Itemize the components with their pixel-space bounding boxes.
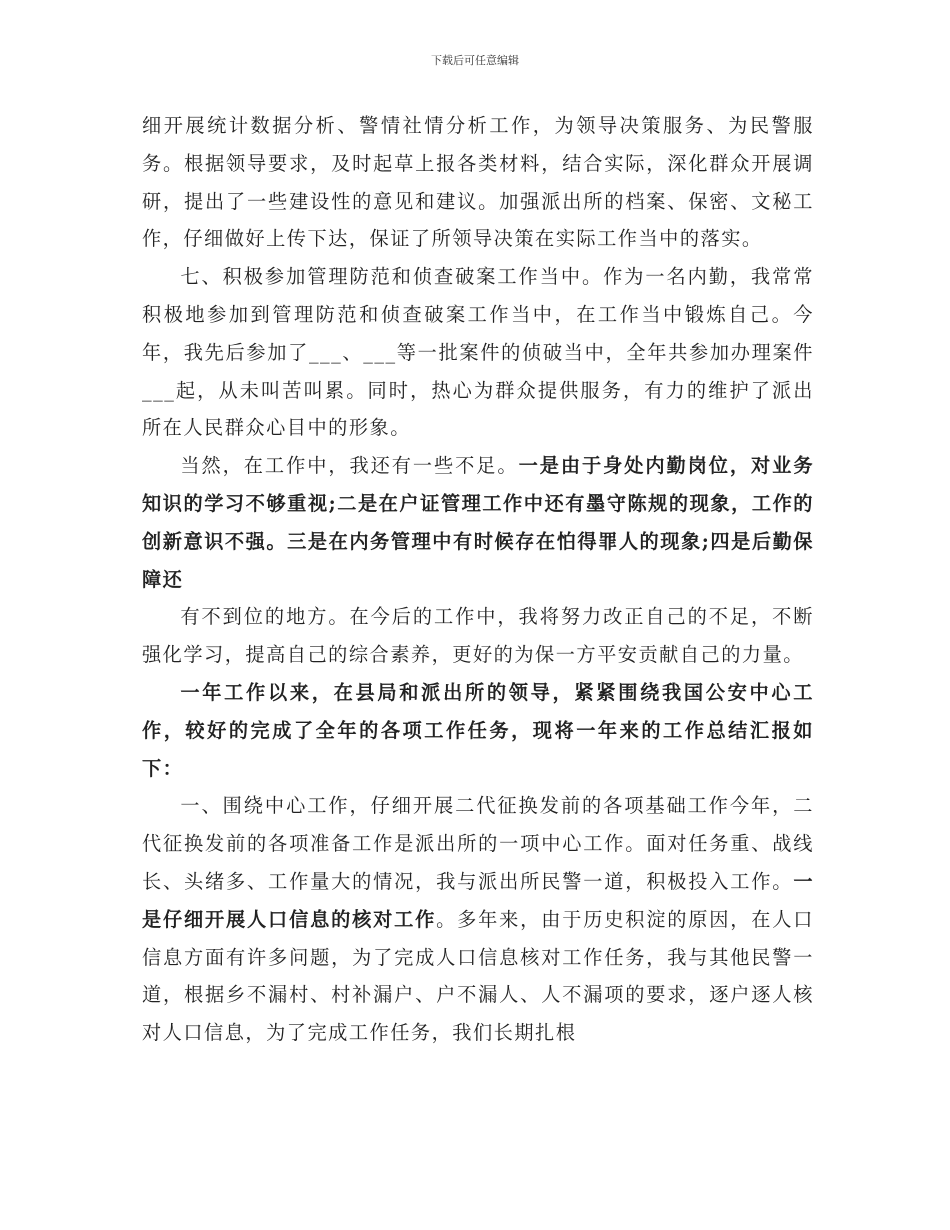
paragraph-bold-text: 一年工作以来，在县局和派出所的领导，紧紧围绕我国公安中心工作，较好的完成了全年的各项工作任务，现将一年来的工作总结汇报如下： xyxy=(142,680,814,780)
paragraph-text: 七、积极参加管理防范和侦查破案工作当中。作为一名内勤，我常常积极地参加到管理防范和侦查破案工作当中，在工作当中锻炼自己。今年，我先后参加了___、___等一批案件的侦破当中，全年共参加办理案件___起，从未叫苦叫累。同时，热心为群众提供服务，有力的维护了派出所在人民群众心目中的形象。 xyxy=(142,265,814,440)
page-header-note: 下载后可任意编辑 xyxy=(431,54,519,67)
document-body xyxy=(142,107,814,1052)
paragraph-text: 有不到位的地方。在今后的工作中，我将努力改正自己的不足，不断强化学习，提高自己的综合素养，更好的为保一方平安贡献自己的力量。 xyxy=(142,605,814,667)
paragraph-text: 。多年来，由于历史积淀的原因，在人口信息方面有许多问题，为了完成人口信息核对工作任务，我与其他民警一道，根据乡不漏村、村补漏户、户不漏人、人不漏项的要求，逐户逐人核对人口信息，为了完成工作任务，我们长期扎根 xyxy=(142,907,814,1045)
paragraph-shortcomings xyxy=(142,447,814,598)
paragraph-annual-summary-intro xyxy=(142,674,814,787)
paragraph-case-solving xyxy=(142,258,814,447)
paragraph-text: 细开展统计数据分析、警情社情分析工作，为领导决策服务、为民警服务。根据领导要求，及时起草上报各类材料，结合实际，深化群众开展调研，提出了一些建设性的意见和建议。加强派出所的档案、保密、文秘工作，仔细做好上传下达，保证了所领导决策在实际工作当中的落实。 xyxy=(142,114,814,251)
paragraph-text: 当然，在工作中，我还有一些不足。 xyxy=(180,454,519,478)
paragraph-improvement xyxy=(142,598,814,674)
paragraph-id-card-work xyxy=(142,787,814,1052)
paragraph-text: 一、围绕中心工作，仔细开展二代征换发前的各项基础工作今年，二代征换发前的各项准备工作是派出所的一项中心工作。面对任务重、战线长、头绪多、工作量大的情况，我与派出所民警一道，积极投入工作。 xyxy=(142,794,814,893)
paragraph-bold-text: 一是仔细开展人口信息的核对工作 xyxy=(142,869,814,931)
paragraph-bold-text: 一是由于身处内勤岗位，对业务知识的学习不够重视;二是在户证管理工作中还有墨守陈规的现象，工作的创新意识不强。三是在内务管理中有时候存在怕得罪人的现象;四是后勤保障还 xyxy=(142,454,815,591)
paragraph-statistics-work xyxy=(142,107,814,258)
